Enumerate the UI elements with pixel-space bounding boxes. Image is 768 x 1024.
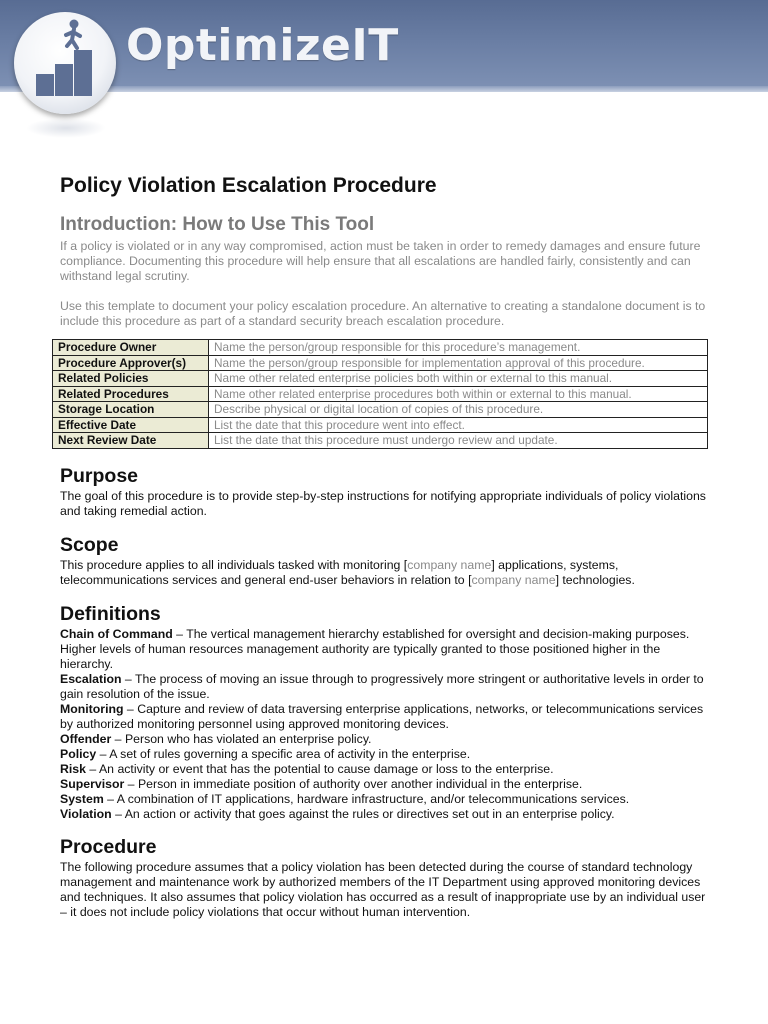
table-row xyxy=(53,386,708,402)
document-title: Policy Violation Escalation Procedure xyxy=(60,174,437,197)
scope-text-part: This procedure applies to all individuals tasked with monitoring [ xyxy=(60,557,408,572)
definition-text: An action or activity that goes against the rules or directives set out in an enterprise policy. xyxy=(124,806,615,821)
definition-separator: – xyxy=(121,671,135,686)
definition-term: Supervisor xyxy=(60,776,125,791)
table-row xyxy=(53,433,708,449)
definition-item xyxy=(60,627,710,672)
definitions-heading: Definitions xyxy=(60,602,161,625)
intro-paragraph-1: If a policy is violated or in any way compromised, action must be taken in order to remedy damages and ensure future compliance. Documenting this procedure will help ensure that all escalations are handled fairly, consistently and can withstand legal scrutiny. xyxy=(60,239,701,283)
company-name-placeholder: company name xyxy=(471,572,556,587)
definition-term: Risk xyxy=(60,761,86,776)
procedure-text: The following procedure assumes that a policy violation has been detected during the course of standard technology management and maintenance work by authorized members of the IT Department using approved monitoring devices and techniques. It also assumes that policy violation has occurred as a result of inappropriate use by an individual user – it does not include policy violations that occur without human intervention. xyxy=(60,859,706,919)
table-row xyxy=(53,355,708,371)
definition-term: Policy xyxy=(60,746,97,761)
document-body xyxy=(60,166,710,920)
definition-text: Person in immediate position of authority over another individual in the enterprise. xyxy=(137,776,583,791)
table-label: Related Policies xyxy=(53,371,209,387)
definition-text: The process of moving an issue through to progressively more stringent or authoritative levels in order to gain resolution of the issue. xyxy=(60,671,704,701)
definition-separator: – xyxy=(172,626,187,641)
table-value: Name the person/group responsible for this procedure’s management. xyxy=(209,340,708,356)
table-row xyxy=(53,417,708,433)
definition-separator: – xyxy=(103,791,117,806)
purpose-heading: Purpose xyxy=(60,464,139,487)
scope-heading: Scope xyxy=(60,533,119,556)
table-label: Effective Date xyxy=(53,417,209,433)
logo-badge xyxy=(14,12,116,114)
table-label: Procedure Approver(s) xyxy=(53,355,209,371)
intro-paragraph-2: Use this template to document your policy escalation procedure. An alternative to creating a standalone document is to include this procedure as part of a standard security breach escalation procedure. xyxy=(60,299,706,328)
table-value: Name the person/group responsible for implementation approval of this procedure. xyxy=(209,355,708,371)
purpose-text: The goal of this procedure is to provide step-by-step instructions for notifying appropriate individuals of policy violations and taking remedial action. xyxy=(60,488,706,518)
definition-separator: – xyxy=(123,701,138,716)
table-label: Next Review Date xyxy=(53,433,209,449)
definition-text: The vertical management hierarchy established for oversight and decision-making purposes. Higher levels of human resources management authority are typically granted to those positioned higher in the hierarchy. xyxy=(60,626,690,671)
table-row xyxy=(53,402,708,418)
definition-term: Escalation xyxy=(60,671,122,686)
definitions-list xyxy=(60,627,710,822)
definition-text: An activity or event that has the potential to cause damage or loss to the enterprise. xyxy=(98,761,554,776)
definition-text: Capture and review of data traversing enterprise applications, networks, or telecommunications services by authorized monitoring personnel using approved monitoring devices. xyxy=(60,701,704,731)
definition-separator: – xyxy=(111,806,125,821)
definition-term: Violation xyxy=(60,806,112,821)
table-value: Describe physical or digital location of copies of this procedure. xyxy=(209,402,708,418)
definition-text: A combination of IT applications, hardware infrastructure, and/or telecommunications services. xyxy=(116,791,630,806)
scope-text-part: ] technologies. xyxy=(555,572,635,587)
scope-text xyxy=(60,558,710,588)
table-label: Storage Location xyxy=(53,402,209,418)
definition-item xyxy=(60,807,710,822)
definition-separator: – xyxy=(111,731,125,746)
definition-text: A set of rules governing a specific area of activity in the enterprise. xyxy=(109,746,471,761)
table-label: Related Procedures xyxy=(53,386,209,402)
definition-text: Person who has violated an enterprise policy. xyxy=(124,731,372,746)
table-value: List the date that this procedure went into effect. xyxy=(209,417,708,433)
table-value: Name other related enterprise procedures both within or external to this manual. xyxy=(209,386,708,402)
definition-item xyxy=(60,777,710,792)
table-value: List the date that this procedure must undergo review and update. xyxy=(209,433,708,449)
table-row xyxy=(53,340,708,356)
table-value: Name other related enterprise policies both within or external to this manual. xyxy=(209,371,708,387)
definition-item xyxy=(60,762,710,777)
intro-heading: Introduction: How to Use This Tool xyxy=(60,214,375,235)
table-row xyxy=(53,371,708,387)
definition-item xyxy=(60,732,710,747)
definition-item xyxy=(60,672,710,702)
definition-item xyxy=(60,702,710,732)
definition-separator: – xyxy=(85,761,99,776)
table-label: Procedure Owner xyxy=(53,340,209,356)
stairs-climber-icon xyxy=(14,12,116,114)
brand-name: OptimizeIT xyxy=(126,20,399,71)
procedure-heading: Procedure xyxy=(60,835,157,858)
definition-separator: – xyxy=(96,746,110,761)
definition-term: System xyxy=(60,791,104,806)
definition-term: Offender xyxy=(60,731,112,746)
scope-text-part: ] applications, systems, telecommunications services and general end-user behaviors in relation to [ xyxy=(60,557,619,587)
procedure-metadata-table xyxy=(52,339,708,449)
company-name-placeholder: company name xyxy=(407,557,492,572)
logo-reflection xyxy=(26,118,106,138)
definition-term: Monitoring xyxy=(60,701,124,716)
definition-term: Chain of Command xyxy=(60,626,173,641)
definition-item xyxy=(60,747,710,762)
definition-item xyxy=(60,792,710,807)
definition-separator: – xyxy=(124,776,138,791)
